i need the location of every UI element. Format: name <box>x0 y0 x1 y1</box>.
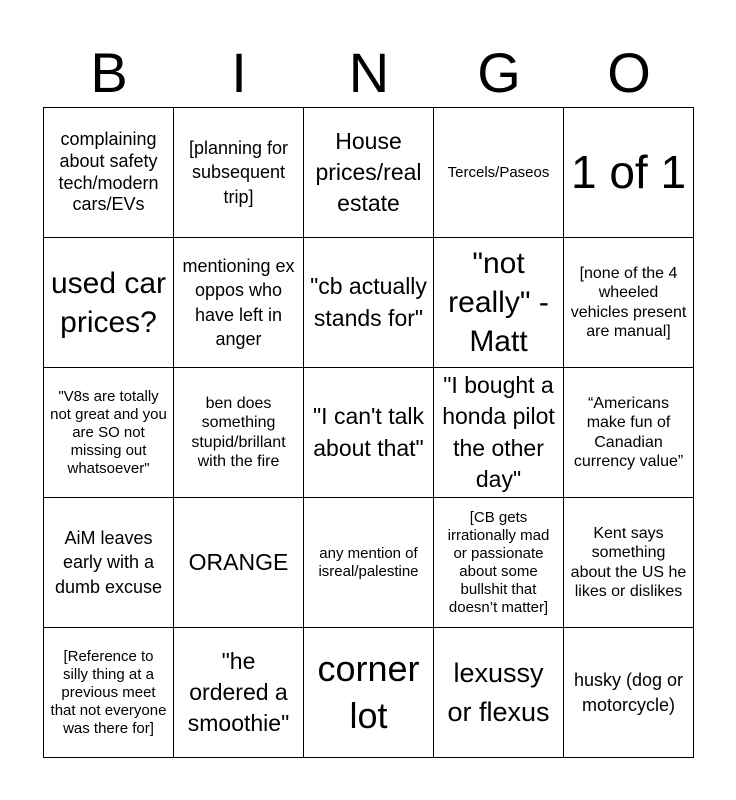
bingo-cell-r4c2[interactable]: ORANGE <box>174 498 304 628</box>
header-letter-n: N <box>348 41 390 104</box>
bingo-cell-r4c5[interactable]: Kent says something about the US he likes or dislikes <box>564 498 694 628</box>
bingo-cell-r1c2[interactable]: [planning for subsequent trip] <box>174 108 304 238</box>
bingo-cell-r2c2[interactable]: mentioning ex oppos who have left in anger <box>174 238 304 368</box>
bingo-cell-r5c3[interactable]: corner lot <box>304 628 434 758</box>
bingo-cell-r2c3[interactable]: "cb actually stands for" <box>304 238 434 368</box>
bingo-cell-r4c4[interactable]: [CB gets irrationally mad or passionate about some bullshit that doesn’t matter] <box>434 498 564 628</box>
bingo-header <box>44 38 694 108</box>
bingo-cell-r5c5[interactable]: husky (dog or motorcycle) <box>564 628 694 758</box>
bingo-cell-r4c1[interactable]: AiM leaves early with a dumb excuse <box>44 498 174 628</box>
bingo-cell-r2c1[interactable]: used car prices? <box>44 238 174 368</box>
bingo-cell-r2c5[interactable]: [none of the 4 wheeled vehicles present are manual] <box>564 238 694 368</box>
bingo-cell-r3c5[interactable]: “Americans make fun of Canadian currency value” <box>564 368 694 498</box>
bingo-cell-r3c1[interactable]: "V8s are totally not great and you are SO not missing out whatsoever" <box>44 368 174 498</box>
bingo-cell-r1c1[interactable]: complaining about safety tech/modern cars/EVs <box>44 108 174 238</box>
bingo-cell-r4c3[interactable]: any mention of isreal/palestine <box>304 498 434 628</box>
bingo-cell-r5c1[interactable]: [Reference to silly thing at a previous meet that not everyone was there for] <box>44 628 174 758</box>
bingo-cell-r1c4[interactable]: Tercels/Paseos <box>434 108 564 238</box>
bingo-cell-r1c5[interactable]: 1 of 1 <box>564 108 694 238</box>
header-letter-i: I <box>231 41 247 104</box>
header-letter-g: G <box>477 41 521 104</box>
bingo-cell-r5c4[interactable]: lexussy or flexus <box>434 628 564 758</box>
header-letter-b: B <box>90 41 128 104</box>
bingo-board <box>43 107 694 758</box>
bingo-cell-r1c3[interactable]: House prices/real estate <box>304 108 434 238</box>
bingo-cell-r3c2[interactable]: ben does something stupid/brillant with the fire <box>174 368 304 498</box>
bingo-cell-r2c4[interactable]: "not really" - Matt <box>434 238 564 368</box>
header-letter-o: O <box>607 41 651 104</box>
bingo-cell-r3c3[interactable]: "I can't talk about that" <box>304 368 434 498</box>
bingo-cell-r3c4[interactable]: "I bought a honda pilot the other day" <box>434 368 564 498</box>
bingo-cell-r5c2[interactable]: "he ordered a smoothie" <box>174 628 304 758</box>
